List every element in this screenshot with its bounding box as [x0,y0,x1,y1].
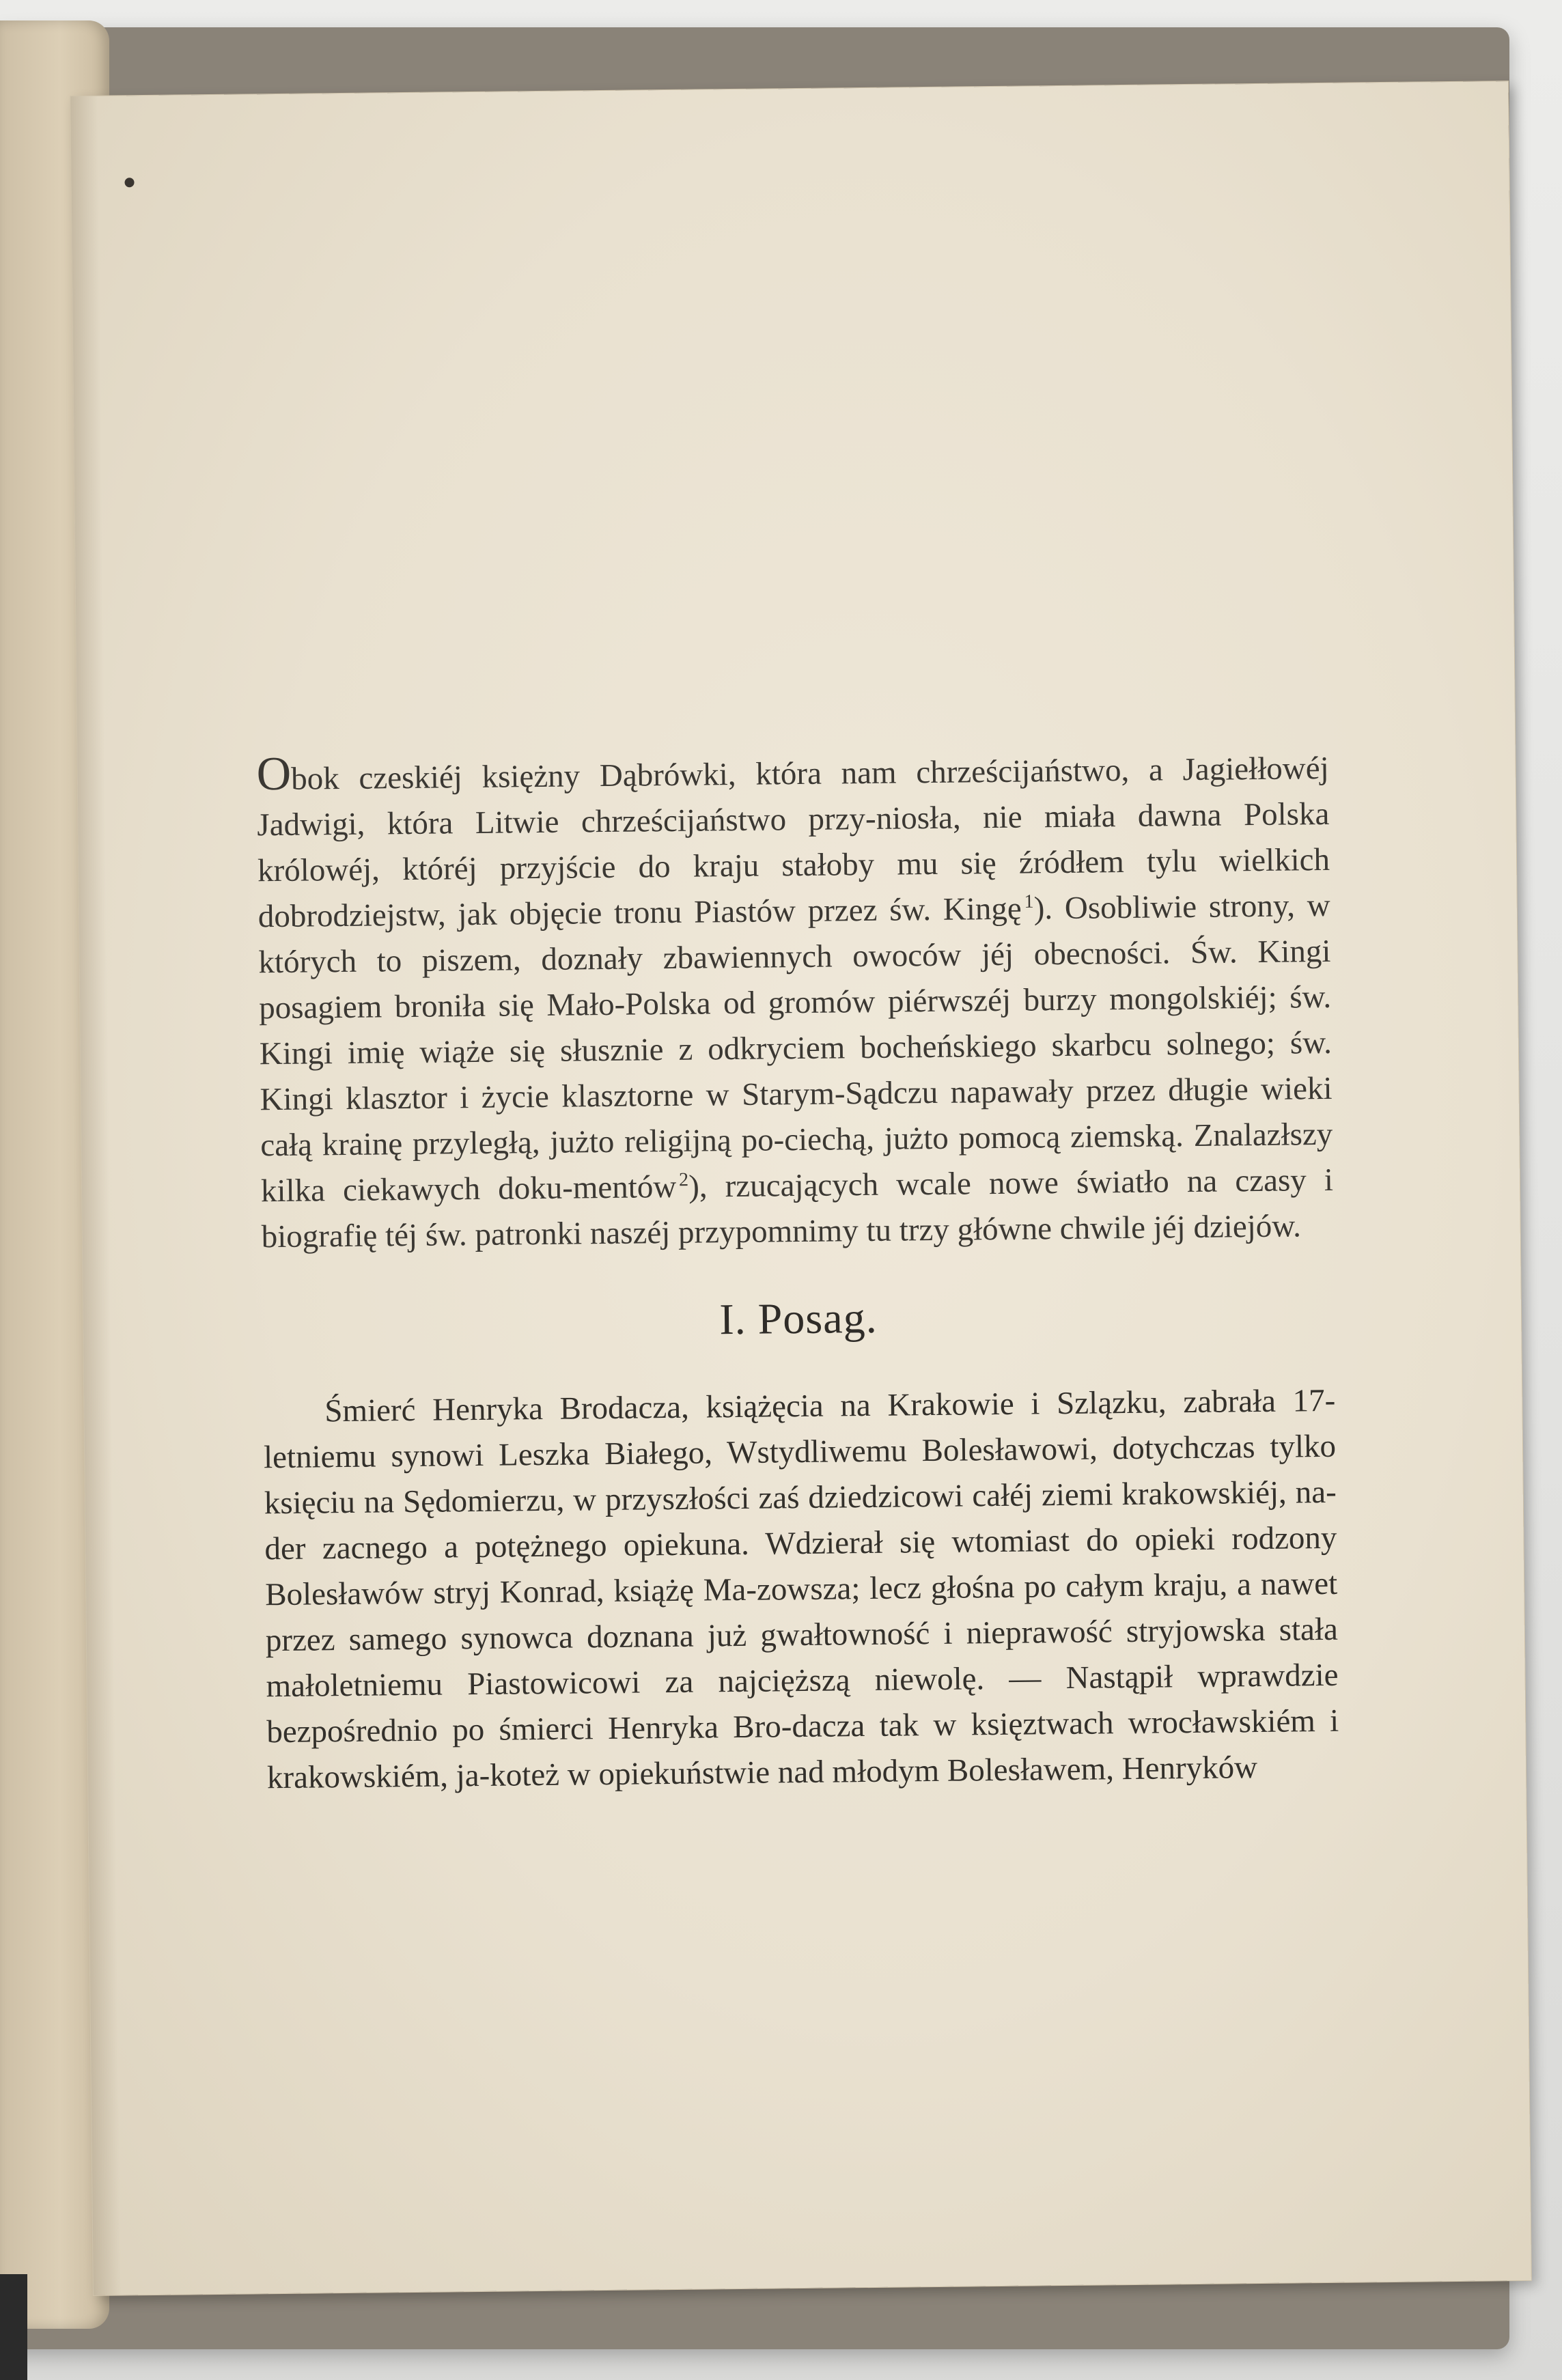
initial-letter: O [256,747,292,801]
footnote-marker-2: 2 [678,1169,689,1191]
page-text [256,746,1339,1801]
book-page [70,81,1531,2295]
intro-text-part-2: ). Osobliwie strony, w których to piszem, doznały zbawiennych owoców jéj obecności. Św. Kingi posagiem broniła się Mało-Polska od gromów piérwszéj burzy mongolskiéj; św. Kingi imię wiąże się słusznie z odkryciem bocheńskiego skarbcu solnego; św. Kingi klasztor i życie klasztorne w Starym-Sądczu napawały przez długie wieki całą krainę przyległą, jużto religijną po-ciechą, jużto pomocą ziemską. Znalazłszy kilka ciekawych doku-mentów [258,887,1333,1209]
intro-text-part-1: bok czeskiéj księżny Dąbrówki, która nam chrześcijaństwo, a Jagiełłowéj Jadwigi, która Litwie chrześcijaństwo przy-niosła, nie miała dawna Polska królowéj, któréj przyjście do kraju stałoby mu się źródłem tylu wielkich dobrodziejstw, jak objęcie tronu Piastów przez św. Kingę [257,750,1330,935]
intro-paragraph [256,746,1334,1260]
footnote-marker-1: 1 [1024,891,1034,912]
body-paragraph: Śmierć Henryka Brodacza, książęcia na Krakowie i Szlązku, zabrała 17-letniemu synowi Leszka Białego, Wstydliwemu Bolesławowi, dotychczas tylko księciu na Sędomierzu, w przyszłości zaś dziedzicowi całéj ziemi krakowskiéj, na-der zacnego a potężnego opiekuna. Wdzierał się wtomiast do opieki rodzony Bolesławów stryj Konrad, książę Ma-zowsza; lecz głośna po całym kraju, a nawet przez samego synowca doznana już gwałtowność i nieprawość stryjowska stała małoletniemu Piastowicowi za najcięższą niewolę. — Nastąpił wprawdzie bezpośrednio po śmierci Henryka Bro-dacza tak w księztwach wrocławskiém i krakowskiém, ja-koteż w opiekuństwie nad młodym Bolesławem, Henryków [263,1382,1339,1796]
spine-edge [0,2274,27,2380]
intro-text-part-3: ), rzucających wcale nowe światło na czasy i biografię téj św. patronki naszéj przypomnimy tu trzy główne chwile jéj dziejów. [261,1162,1334,1255]
page-mark [124,178,134,187]
section-heading: I. Posag. [719,1293,878,1344]
